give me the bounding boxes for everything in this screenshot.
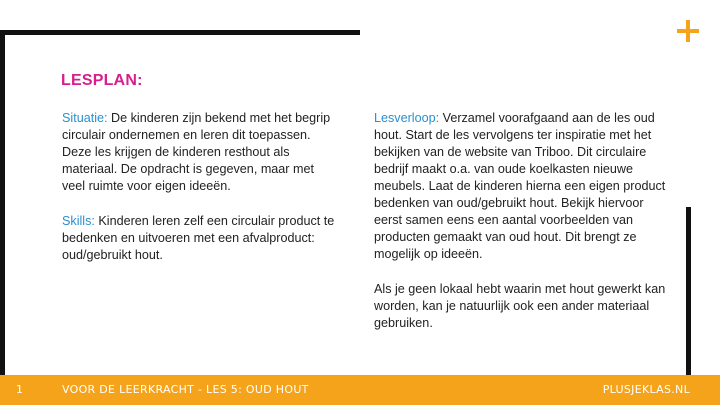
left-column: [62, 110, 337, 282]
frame-top-line: [0, 30, 360, 35]
situatie-text: De kinderen zijn bekend met het begrip circulair ondernemen en leren dit toepassen. Deze les krijgen de kinderen resthout als materiaal. De opdracht is gegeven, maar met veel ruimte voor eigen ideeën.: [62, 111, 331, 193]
skills-paragraph: [62, 213, 337, 264]
skills-text: Kinderen leren zelf een circulair product te bedenken en uitvoeren met een afvalproduct: oud/gebruikt hout.: [62, 214, 335, 262]
situatie-label: Situatie:: [62, 111, 108, 125]
extra-paragraph: Als je geen lokaal hebt waarin met hout gewerkt kan worden, kan je natuurlijk ook een ander materiaal gebruiken.: [374, 282, 666, 330]
lesverloop-paragraph: [374, 110, 666, 263]
frame-left-line: [0, 30, 5, 375]
frame-right-line: [686, 207, 691, 375]
situatie-paragraph: [62, 110, 337, 195]
footer-bar: [0, 375, 720, 405]
skills-label: Skills:: [62, 214, 95, 228]
right-column: [374, 110, 666, 350]
course-label: VOOR DE LEERKRACHT - LES 5: OUD HOUT: [62, 383, 309, 396]
site-link[interactable]: PLUSJEKLAS.NL: [602, 383, 690, 396]
lesverloop-text: Verzamel voorafgaand aan de les oud hout. Start de les vervolgens ter inspiratie met het bekijken van de website van Triboo. Dit circulaire bedrijf maakt o.a. van oude koelkasten nieuwe meubels. Laat de kinderen hierna een eigen product bedenken van oud/gebruikt hout. Bekijk hiervoor eerst samen eens een aantal voorbeelden van producten gemaakt van oud hout. Dit brengt ze mogelijk op ideeën.: [374, 111, 666, 261]
lesverloop-label: Lesverloop:: [374, 111, 440, 125]
page-number: 1: [16, 383, 23, 396]
page-title: LESPLAN:: [61, 72, 143, 89]
plus-icon: [677, 20, 699, 42]
